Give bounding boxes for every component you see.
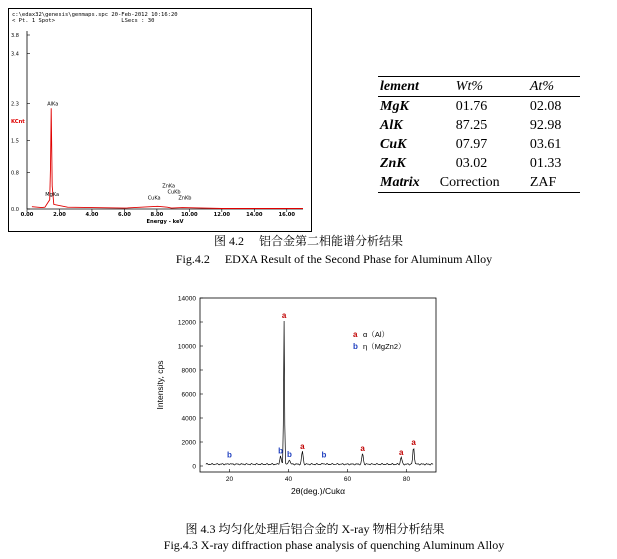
xrd-peak-marker-a: a bbox=[281, 311, 287, 320]
table-header-row bbox=[378, 77, 580, 97]
composition-table bbox=[378, 76, 580, 193]
peak-label-znka: ZnKa bbox=[162, 183, 176, 190]
peak-label-cukb: CuKb bbox=[167, 189, 181, 196]
xrd-legend-marker-b: b bbox=[353, 342, 358, 351]
table-row bbox=[378, 154, 580, 173]
row-element: ZnK bbox=[380, 155, 406, 171]
xrd-x-tick-label: 60 bbox=[343, 476, 352, 483]
xrd-y-tick-label: 6000 bbox=[181, 391, 196, 399]
xrd-peak-marker-a: a bbox=[398, 447, 404, 457]
row-wt: 87.25 bbox=[455, 117, 488, 133]
xrd-y-tick-label: 2000 bbox=[181, 439, 196, 447]
edx-x-tick-label: 6.00 bbox=[118, 212, 131, 218]
edx-header-line1: c:\edax32\genesis\genmaps.spc 20-Feb-2012 10:16:20 bbox=[12, 12, 178, 18]
edx-spectrum-panel bbox=[8, 8, 312, 232]
xrd-plot-frame bbox=[200, 298, 436, 472]
edx-y-tick-label: 0.8 bbox=[11, 170, 19, 177]
edx-header-line2: < Pt. 1 Spot> LSecs : 30 bbox=[12, 18, 155, 24]
edx-y-tick-label: 3.4 bbox=[11, 51, 19, 58]
edx-y-tick-label: 2.3 bbox=[11, 101, 19, 108]
row-at: 92.98 bbox=[529, 117, 562, 133]
edx-x-tick-label: 2.00 bbox=[53, 212, 66, 218]
xrd-y-tick-label: 8000 bbox=[181, 367, 196, 375]
edx-x-tick-label: 0.00 bbox=[20, 212, 34, 218]
header-at: At% bbox=[528, 77, 580, 97]
edx-x-tick-label: 12.00 bbox=[213, 212, 231, 218]
table-row bbox=[378, 116, 580, 135]
xrd-y-axis-label: Intensity, cps bbox=[155, 360, 165, 410]
figure-4-3-caption-cn: 图 4.3 均匀化处理后铝合金的 X-ray 物相分析结果 bbox=[185, 522, 445, 536]
xrd-peak-marker-b: b bbox=[286, 450, 292, 460]
xrd-peak-marker-b: b bbox=[227, 450, 232, 460]
xrd-x-tick-label: 20 bbox=[225, 476, 234, 483]
row-wt: 01.76 bbox=[455, 98, 488, 114]
edx-y-tick-label: 1.5 bbox=[11, 138, 19, 145]
xrd-peak-marker-b: b bbox=[321, 450, 327, 460]
row-element: MgK bbox=[380, 98, 409, 114]
row-at: 02.08 bbox=[529, 98, 562, 114]
xrd-legend-marker-a: a bbox=[353, 330, 358, 339]
xrd-legend-text-b: η（MgZn2） bbox=[363, 342, 406, 351]
xrd-peak-marker-a: a bbox=[411, 438, 416, 448]
xrd-x-tick-label: 40 bbox=[284, 476, 293, 483]
header-element: lement bbox=[378, 77, 440, 97]
row-element: CuK bbox=[380, 136, 407, 152]
edx-x-axis-label: Energy - keV bbox=[146, 219, 184, 225]
row-wt: 03.02 bbox=[455, 155, 488, 171]
row-element: Matrix bbox=[378, 173, 440, 193]
xrd-y-tick-label: 12000 bbox=[177, 319, 196, 327]
row-at: 03.61 bbox=[529, 136, 562, 152]
xrd-peak-marker-a: a bbox=[360, 444, 365, 454]
row-at: ZAF bbox=[528, 173, 580, 193]
row-wt: Correction bbox=[440, 173, 528, 193]
xrd-peak-marker-b: b bbox=[278, 446, 283, 456]
peak-label-cuka: CuKa bbox=[147, 195, 161, 202]
edx-x-tick-label: 16.00 bbox=[278, 212, 295, 218]
figure-4-3-caption-en: Fig.4.3 X-ray diffraction phase analysis of quenching Aluminum Alloy bbox=[163, 538, 505, 552]
xrd-y-tick-label: 4000 bbox=[181, 415, 196, 423]
header-wt: Wt% bbox=[440, 77, 528, 97]
xrd-legend-text-a: α（Al） bbox=[363, 330, 390, 339]
xrd-y-tick-label: 10000 bbox=[177, 343, 196, 351]
peak-label-mgka: MgKa bbox=[45, 191, 60, 198]
xrd-y-tick-label: 14000 bbox=[177, 295, 196, 303]
edx-x-tick-label: 4.00 bbox=[85, 212, 99, 218]
xrd-peak-marker-a: a bbox=[300, 441, 305, 451]
edx-spectrum-plot bbox=[9, 9, 311, 231]
edx-y-tick-label: 3.8 bbox=[11, 33, 19, 39]
xrd-x-tick-label: 80 bbox=[402, 476, 411, 483]
table-row bbox=[378, 135, 580, 154]
row-element: AlK bbox=[380, 117, 403, 133]
xrd-y-tick-label: 0 bbox=[192, 463, 196, 471]
table-row bbox=[378, 97, 580, 117]
edx-y-tick-label: 0.0 bbox=[11, 207, 19, 213]
edx-kcnt-label: KCnt bbox=[11, 119, 25, 125]
edx-x-tick-label: 14.00 bbox=[246, 212, 263, 218]
figure-4-2-caption-en: Fig.4.2 EDXA Result of the Second Phase for Aluminum Alloy bbox=[175, 252, 493, 266]
peak-label-alka: AlKa bbox=[47, 101, 59, 108]
xrd-chart bbox=[150, 288, 450, 498]
table-row bbox=[378, 173, 580, 193]
xrd-x-axis-label: 2θ(deg.)/Cukα bbox=[290, 486, 346, 496]
row-wt: 07.97 bbox=[455, 136, 488, 152]
edx-x-tick-label: 10.00 bbox=[181, 212, 198, 218]
edx-x-tick-label: 8.00 bbox=[150, 212, 164, 218]
figure-4-2-caption-cn: 图 4.2 铝合金第二相能谱分析结果 bbox=[213, 234, 403, 248]
row-at: 01.33 bbox=[529, 155, 562, 171]
peak-label-znkb: ZnKb bbox=[178, 195, 192, 202]
